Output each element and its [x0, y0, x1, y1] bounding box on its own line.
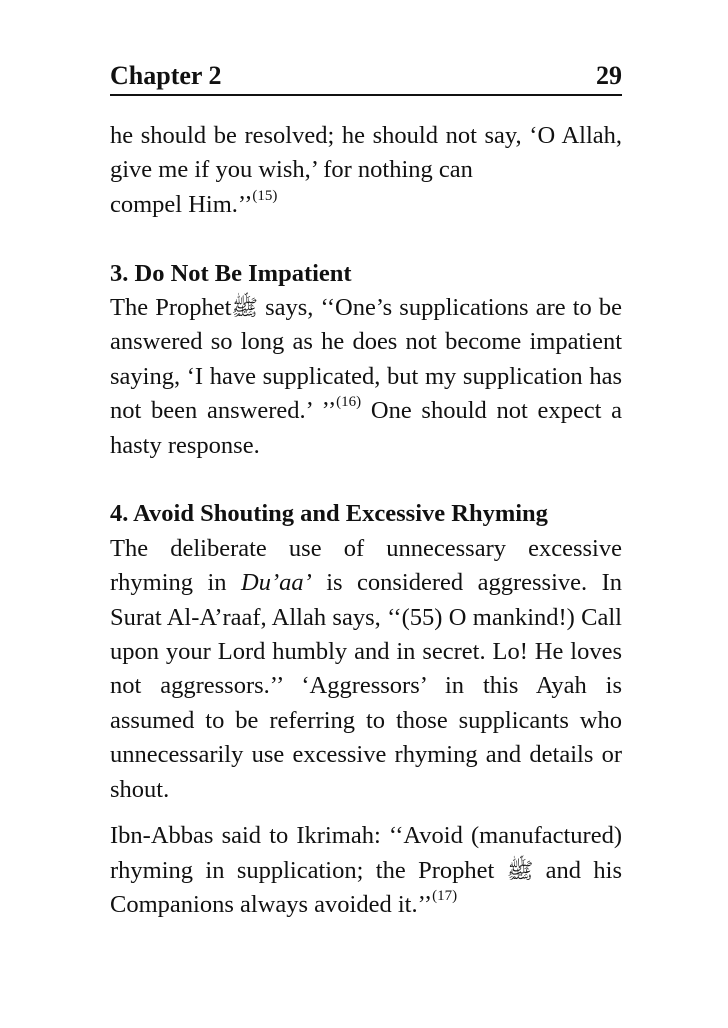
footnote-ref-15: (15) [252, 187, 278, 204]
salutation-seal-icon: ﷺ [506, 857, 534, 883]
section-4-paragraph-2: Ibn-Abbas said to Ikrimah: ‘‘Avoid (manufactured) rhyming in supplication; the Prophet ﷺ and his Companions always avoided it.’’$^{(17)}$ [110, 822, 623, 918]
salutation-seal-icon: ﷺ [231, 295, 258, 321]
page-header [110, 58, 622, 96]
page-number: 29 [596, 61, 622, 90]
section-heading-4: 4. Avoid Shouting and Excessive Rhyming [110, 500, 548, 528]
section-3-paragraph: The Prophetﷺ says, ‘‘One’s supplications are to be answered so long as he does not become impatient saying, ‘I have supplicated, but my supplication has not been answered.’ ’’$^{(16)}$ One should not expect a hasty response. [110, 294, 623, 459]
section-4-paragraph-1: The deliberate use of unnecessary excessive rhyming in Du’aa’ is considered aggressive. In Surat Al-A’raaf, Allah says, ‘‘(55) O mankind!) Call upon your Lord humbly and in secret. Lo! He loves not aggressors.’’ ‘Aggressors’ in this Ayah is assumed to be referring to those supplicants who unnecessarily use excessive rhyming and details or shout. [110, 534, 622, 803]
section-heading-3: 3. Do Not Be Impatient [110, 259, 352, 287]
emphasized-term: Du’aa’ [241, 569, 312, 597]
paragraph-continued: he should be resolved; he should not say, ‘O Allah, give me if you wish,’ for nothing can compel Him.’’$^{(15)}$ [110, 122, 623, 218]
footnote-ref-16: (16) [336, 394, 362, 411]
chapter-title: Chapter 2 [110, 61, 222, 90]
footnote-ref-17: (17) [432, 887, 458, 904]
page-body [110, 119, 622, 922]
